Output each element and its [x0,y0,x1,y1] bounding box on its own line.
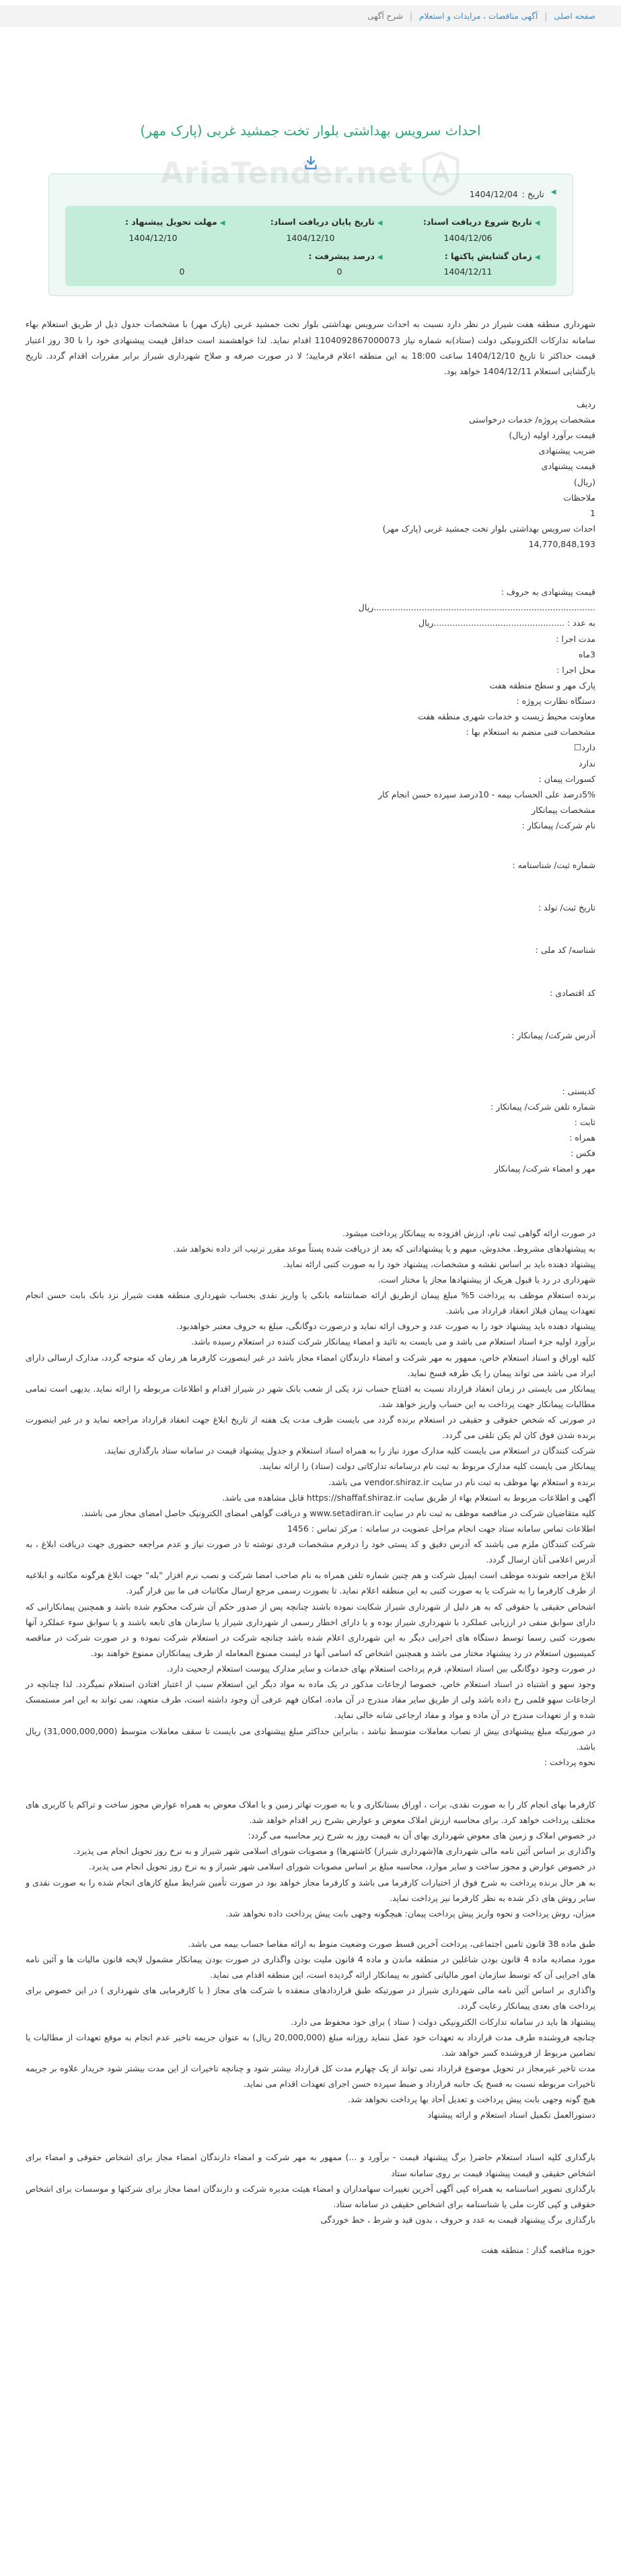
intro-paragraph: شهرداری منطقه هفت شیراز در نظر دارد نسبت به احداث سرویس بهداشتی بلوار تخت جمشید غربی (پارک مهر) با مشخصات جدول ذیل از طریق استعلام بهاء سامانه تدارکات الکترونیکی دولت (ستاد)به شماره نیاز 1104092867000073 اقدام نماید. لذا خواهشمند است حداقل قیمت پیشنهادی خود را با 30 روز اعتبار قیمت حداکثر تا تاریخ 1404/12/10 ساعت 18:00 به این منطقه اعلام فرمایید؛ لا در صورت صرفه و صلاح شهرداری شیراز برابر مقررات اقدام گردد. تاریخ بازگشایی استعلام 1404/12/11 خواهد بود. [26,319,595,376]
contractor-line: شناسه/ کد ملی : [535,945,595,956]
breadcrumb-tenders[interactable]: آگهی مناقصات ، مزایدات و استعلام [419,11,538,21]
table-line: ضریب پیشنهادی [538,445,595,456]
date-value: 1404/12/04 [469,189,518,199]
deadline-label: مهلت تحویل پیشنهاد : [125,217,217,227]
table-line: 1 [590,507,595,518]
contractor-line: تاریخ ثبت/ تولد : [538,902,595,913]
deadline-value: 1404/12/10 [129,232,178,243]
offer-form [26,584,595,833]
term-line: پیشنهاد ها باید در سامانه تدارکات الکترونیکی دولت ( ستاد ) برای خود محفوظ می دارد. [290,2016,595,2027]
table-line: ردیف [576,398,595,409]
contact-line: مهر و امضاء شرکت/ پیمانکار [494,1164,595,1174]
contact-line: همراه : [569,1133,595,1143]
form-line: مشخصات فنی منضم به استعلام بها : [466,727,595,738]
tender-dates-grid [65,206,556,286]
term-line: اطلاعات تماس سامانه ستاد جهت انجام مراحل عضویت در سامانه : مرکز تماس : 1456 [287,1523,595,1534]
table-line: احداث سرویس بهداشتی بلوار تخت جمشید غربی (پارک مهر) [382,523,595,534]
download-icon[interactable] [305,156,317,170]
watermark-text: AriaTender.net [160,156,414,190]
form-line: پارک مهر و سطح منطقه هفت [489,680,595,690]
term-line: بارگذاری برگ پیشنهاد قیمت به عدد و حروف ، بدون قید و شرط ، خط خوردگی [320,2214,595,2225]
start-date-value: 1404/12/06 [443,232,492,243]
contact-line: ثابت : [574,1117,595,1127]
tender-info-box [48,156,573,296]
bullet-icon: ◀ [377,219,383,227]
term-line: وجود سهو و اشتباه در اسناد استعلام خاص، خصوصا ارجاعات مذکور در یک ماده به مواد دیگر این استعلام سبب از اعتبار افتادن استعلام نمیگردد. لذا چنانچه در ارجاعات سهو قلمی رخ داده باشد ولی از طریق سایر مفاد مندرج در آن ماده، امکان فهم عرفی آن وجود داشته است، طرف متعهد، نمی تواند به این امر مستمسک شده و از تعهدات مندرج در آن ماده و مواد و مفاد ارجاعی شانه خالی نماید. [26,1679,595,1721]
term-line: پیشنهاد دهنده باید بر اساس نقشه و مشخصات، پیشنهاد خود را به صورت کتبی ارائه نماید. [283,1258,595,1269]
term-line: در صورت وجود دوگانگی بین اسناد استعلام، قرم پرداخت استعلام بهای خدمات و سایر مدارک پیوست استعلام ارجحیت دارد. [166,1663,595,1674]
form-line: ...................................................................................ریال [358,602,595,613]
contractor-line: آدرس شرکت/ پیمانکار : [511,1030,595,1040]
end-date-value: 1404/12/10 [286,232,335,243]
extra-cell [81,248,225,280]
term-line: برنده و استعلام بها موظف به ثبت نام در سایت vendor.shiraz.ir می باشد. [328,1476,595,1487]
breadcrumb [0,5,621,27]
term-line: مورد مصادیه ماده 4 قانون بودن شاغلین در منطقه ماندن و ماده 4 قانون ملیت بودن واگذاری در صورت بودن پیمانکار مشمول لایحه قانون مالیات ها و آئین نامه های اجرایی آن که توسط سازمان امور مالیاتی کشور به پیمانکار ارائه گردیده است، این منطقه اقدام می نماید. [26,1954,595,1980]
start-date-cell [396,214,540,246]
term-line: به هر حال برنده پرداخت به شرح فوق از اختیارات کارفرما می باشد و کارفرما مجاز خواهد بود در صورت تأمین شرایط مبلغ کارهای انجام شده را به صورت نقدی و سایر روش های ذکر شده به نظر کارفرما نیز پرداخت نماید. [26,1877,595,1903]
term-line: واگذاری بر اساس آئین نامه مالی شهرداری شیراز در صورتیکه طبق قراردادهای منعقده با شرکت های مجاز ( با کارفرمایی های شهرداری ) در این خصوص برای پرداخت های بعدی پیمانکار رعایت گردد. [26,1985,595,2011]
term-line: بارگذاری کلیه اسناد استعلام حاضر( برگ پیشنهاد قیمت - برآورد و ...) ممهور به مهر شرکت و امضاء دارندگان امضاء مجاز برای اشخاص حقوقی و امضاء برای اشخاص حقیقی و قیمت پیشنهاد قیمت بر روی سامانه ستاد [26,2152,595,2178]
form-line: مشخصات پیمانکار [532,804,595,815]
bullet-icon: ◀ [377,253,383,261]
form-line: 3ماه [578,649,595,659]
table-line: ملاحظات [563,492,595,503]
bullet-icon: ◀ [219,219,225,227]
term-line: حوزه مناقصه گذار : منطقه هفت [481,2245,595,2255]
terms-section-c [26,2149,595,2258]
term-line: شرکت کنندگان ملزم می باشند که آدرس دقیق و کد پستی خود را درفرم مشخصات فردی نوشته تا در صورت نیاز و عدم مراجعه حضوری جهت دریافت ابلاغ ، به آدرس اعلامی آنان ارسال گردد. [26,1539,595,1565]
form-line: نام شرکت/ پیمانکار : [521,820,595,830]
term-line: پیشنهاد دهنده باید پیشنهاد خود را به صورت عدد و حروف ارائه نماید و درصورت دوگانگی، مبلغ به حروف معتبر خواهدبود. [176,1321,595,1332]
date-label: تاریخ : [521,189,544,199]
terms-section-b [26,1797,595,2123]
term-line: چنانچه فروشنده طرف مدت قرارداد به تعهدات خود عمل ننماید روزانه مبلغ (20,000,000 ریال) به عنوان جریمه تاخیر عدم انجام به موقع تعهدات از مطالبات یا تضامین مربوط از فروشنده کسر خواهد شد. [26,2032,595,2058]
table-line: مشخصات پروژه/ خدمات درخواستی [469,415,595,425]
table-line: قیمت پیشنهادی [541,461,595,472]
contact-line: فکس : [571,1148,595,1159]
progress-label: درصد پیشرفت : [308,250,375,261]
term-line: مدت تاخیر غیرمجاز در تحویل موضوع قرارداد نمی تواند از یک چهارم مدت کل قرارداد بیشتر شود و چنانچه تاخیرات از این مدت بیشتر شود خریدار علاوه بر جریمه تاخیرات مربوطه نسبت به فسخ یک جانبه قرارداد و ضبط سپرده حسن اجرای تعهدات اقدام می نماید. [26,2063,595,2089]
form-line: معاونت محیط زیست و خدمات شهری منطقه هفت [418,711,595,722]
term-line: به پیشنهادهای مشروط، مخدوش، مبهم و یا پیشنهاداتی که بعد از دریافت شده پستاً موعد مقرر ترتیب اثر داده نخواهد شد. [173,1243,595,1254]
table-line: قیمت برآورد اولیه (ریال) [509,430,595,441]
breadcrumb-home[interactable]: صفحه اصلی [554,11,595,21]
term-line: کلیه متقاضیان شرکت در مناقصه موظف به ثبت نام در سایت www.setadiran.ir و دریافت گواهی امضای الکترونیک حاصل امضای مجاز می باشند. [81,1507,595,1518]
form-line: به عدد : .................................................ریال [418,618,595,629]
table-line: 14,770,848,193 [528,539,595,549]
term-line: دستورالعمل تکمیل اسناد استعلام و ارائه پیشنهاد [427,2110,595,2120]
term-line: پیمانکار می بایستی در زمان انعقاد قرارداد نسبت به افتتاح حساب نزد یکی از شعب بانک شهر در شیراز اقدام و اطلاعات مربوطه را ارائه نماید. بدیهی است تمامی مطالبات پیمانکار جهت پرداخت به این حساب واریز خواهد شد. [26,1383,595,1409]
bullet-icon: ◀ [534,253,540,261]
extra-value: 0 [179,266,185,277]
deadline-cell [81,214,225,246]
contractor-line: کد اقتصادی : [550,987,595,998]
opening-value: 1404/12/11 [443,266,492,277]
page-title: احداث سرویس بهداشتی بلوار تخت جمشید غربی (پارک مهر) [140,122,481,139]
breadcrumb-separator: | [544,11,548,21]
bullet-icon: ◀ [550,188,556,196]
breadcrumb-separator: | [409,11,413,21]
form-line: محل اجرا : [556,664,595,675]
term-line: برآورد اولیه جزء اسناد استعلام می باشد و می بایست به تائید و امضاء پیمانکار شرکت کننده در استعلام رسیده باشد. [190,1336,595,1347]
main-content [0,121,621,2258]
opening-label: زمان گشایش پاکتها : [444,250,532,261]
progress-cell [239,248,383,280]
term-line: نحوه پرداخت : [544,1756,595,1767]
download-button[interactable] [26,156,595,170]
opening-cell [396,248,540,280]
term-line: هیچ گونه وجهی بابت پیش پرداخت و تعدیل آحاد بها پرداخت نخواهد شد. [347,2094,595,2105]
term-line: شرکت کنندگان در استعلام می بایست کلیه مدارک مورد نیاز را به همراه اسناد استعلام و جدول پیشنهاد قیمت در سامانه ستاد بارگذاری نمایند. [104,1445,595,1456]
price-table-text [26,396,595,552]
terms-section-a [26,1225,595,1770]
form-line: قیمت پیشنهادی به حروف : [501,587,595,598]
form-line: دارد☐ [574,742,595,753]
term-line: در خصوص عوارض و مجوز ساخت و سایر موارد، محاسبه مبلغ بر اساس مصوبات شورای اسلامی شهر شیراز و به نرخ روز تحویل انجام می پذیرد. [88,1861,595,1872]
contractor-line: شماره ثبت/ شناسنامه : [512,860,595,871]
form-line: ندارد [578,758,595,768]
announcement-date [65,186,556,202]
term-line: در صورتی که شخص حقوقی و حقیقی در استعلام برنده گردد می بایست ظرف مدت یک هفته از تاریخ ابلاغ جهت انعقاد قرارداد مراجعه نماید و در غیر اینصورت برنده شدن فوق کان لم یکن تلقی می گردد. [26,1415,595,1441]
term-line: شهرداری در رد یا قبول هریک از پیشنهادها مجاز یا مختار است. [377,1274,595,1285]
contractor-info [26,857,595,1176]
term-line: اشخاص حقیقی یا حقوقی که به هر دلیل از شهرداری شیراز شکایت نموده باشند چنانچه پس از صدور حکم آن شرکت محکوم شده باشد و همچنین پیمانکارانی که دارای سوابق منفی در ارزیابی عملکرد با شهرداری شیراز بوده و یا دارای اخطار رسمی از شهرداری شیراز یا سازمان های تابعه باشند و یا سوابق سوء عملکرد آنها بصورت کتبی رسما توسط دستگاه های اجرایی دیگر به این شهرداری اعلام شده باشد چنانچه شرکت در استعلام شرکت نموده و در صورت شرکت در مناقصه کمیسیون استعلام در رد پیشنهاد مختار می باشد و همچنین اشخاص که اسامی آنها در لیست ممنوع المعامله از طرف پیمانکاران ممنوع خواهند بود. [26,1601,595,1658]
form-line: مدت اجرا : [556,633,595,644]
term-line: در صورتیکه مبلغ پیشنهادی بیش از نصاب معاملات متوسط نباشد ، بنابراین حداکثر مبلغ پیشنهادی می بایست تا سقف معاملات متوسط (31,000,000,000) ریال باشد. [26,1725,595,1752]
progress-value: 0 [336,266,342,277]
term-line: پیمانکار می بایست کلیه مدارک مربوط به ثبت نام درسامانه تدارکاتی دولت (ستاد) را ارائه نمایند. [259,1461,595,1472]
bullet-icon: ◀ [534,219,540,227]
contact-line: شماره تلفن شرکت/ پیمانکار : [490,1101,595,1112]
term-line: واگذاری بر اساس آئین نامه مالی شهرداری ها(شهرداری شیراز) کاشتهرها) و مصوبات شورای اسلامی شهر شیراز و به نرخ روز تحویل انجام می پذیرد. [73,1846,595,1857]
term-line: در صورت ارائه گواهی ثبت نام، ارزش افزوده به پیمانکار پرداخت میشود. [342,1227,595,1238]
end-date-label: تاریخ پایان دریافت اسناد: [270,217,375,227]
term-line: بارگذاری تصویر اساسنامه به همراه کپی آگهی آخرین تغییرات سهامداران و امضاء هیئت مدیره شرکت و دارندگان امضا مجاز برای شرکتها و موسسات برای اشخاص حقوقی و کپی کارت ملی یا شناسنامه برای اشخاص حقیقی در سامانه ستاد. [26,2183,595,2209]
term-line: در خصوص املاک و زمین های معوض شهرداری بهای آن به قیمت روز به شرح زیر محاسبه می گردد: [248,1830,595,1841]
form-line: دستگاه نظارت پروژه : [516,696,595,706]
form-line: کسورات پیمان : [538,773,595,784]
term-line: برنده استعلام موظف به پرداخت 5% مبلغ پیمان ازطریق ارائه ضمانتنامه بانکی یا واریز نقدی بحساب شهرداری منطقه هفت شیراز نزد بانک بابت حسن انجام تعهدات پیمان قبلاز انعقاد قرارداد می باشد. [26,1290,595,1316]
breadcrumb-current: شرح آگهی [367,11,403,21]
term-line: آگهی و اطلاعات مربوط به استعلام بهاء از طریق سایت https://shaffaf.shiraz.ir قابل مشاهده می باشد. [222,1492,595,1503]
form-line: 5%درصد علی الحساب بیمه - 10درصد سپرده حسن انجام کار [378,789,595,799]
contact-line: کدپستی : [562,1085,595,1096]
term-line: کلیه اوراق و اسناد استعلام خاص، ممهور به مهر شرکت و امضاء دارندگان امضاء مجاز باشد در غیر اینصورت کارفرما هر زمان که متوجه گردد، مدارک ارسالی دارای ایراد می باشد می تواند پیمان را یک طرفه فسخ نماید. [26,1352,595,1378]
table-line: (ریال) [573,476,595,487]
term-line: ابلاغ مراجعه شونده موظف است ایمیل شرکت و هم چنین شماره تلفن همراه به نام صاحب امضا شرکت و نصب نرم افزار "بله" جهت ابلاغ هرگونه مکاتبه و ابلاغیه از طرف کارفرما را به شرکت یا به صورت کتبی به این منطقه اعلام نماید. تا بصورت رسمی مرجع ارسال مکاتبات فی ما بین قرار گیرد. [26,1570,595,1596]
start-date-label: تاریخ شروع دریافت اسناد: [423,217,532,227]
term-line: طبق ماده 38 قانون تامین اجتماعی، پرداخت آخرین قسط صورت وضعیت منوط به ارائه مفاصا حساب بیمه می باشد. [188,1938,595,1949]
end-date-cell [239,214,383,246]
term-line: کارفرما بهای انجام کار را به صورت نقدی، برات ، اوراق بستانکاری و یا به صورت تهاتر زمین و یا املاک معوض به همراه عوارض مجوز ساخت و تراکم یا کاربری های مختلف پرداخت خواهد کرد. برای محاسبه ارزش املاک معوض و عوارض بشرح زیر اقدام خواهد شد. [26,1799,595,1825]
term-line: میزان، روش پرداخت و نحوه واریز پیش پرداخت پیمان: هیچگونه وجهی بابت پیش پرداخت داده نخواهد شد. [225,1908,595,1919]
